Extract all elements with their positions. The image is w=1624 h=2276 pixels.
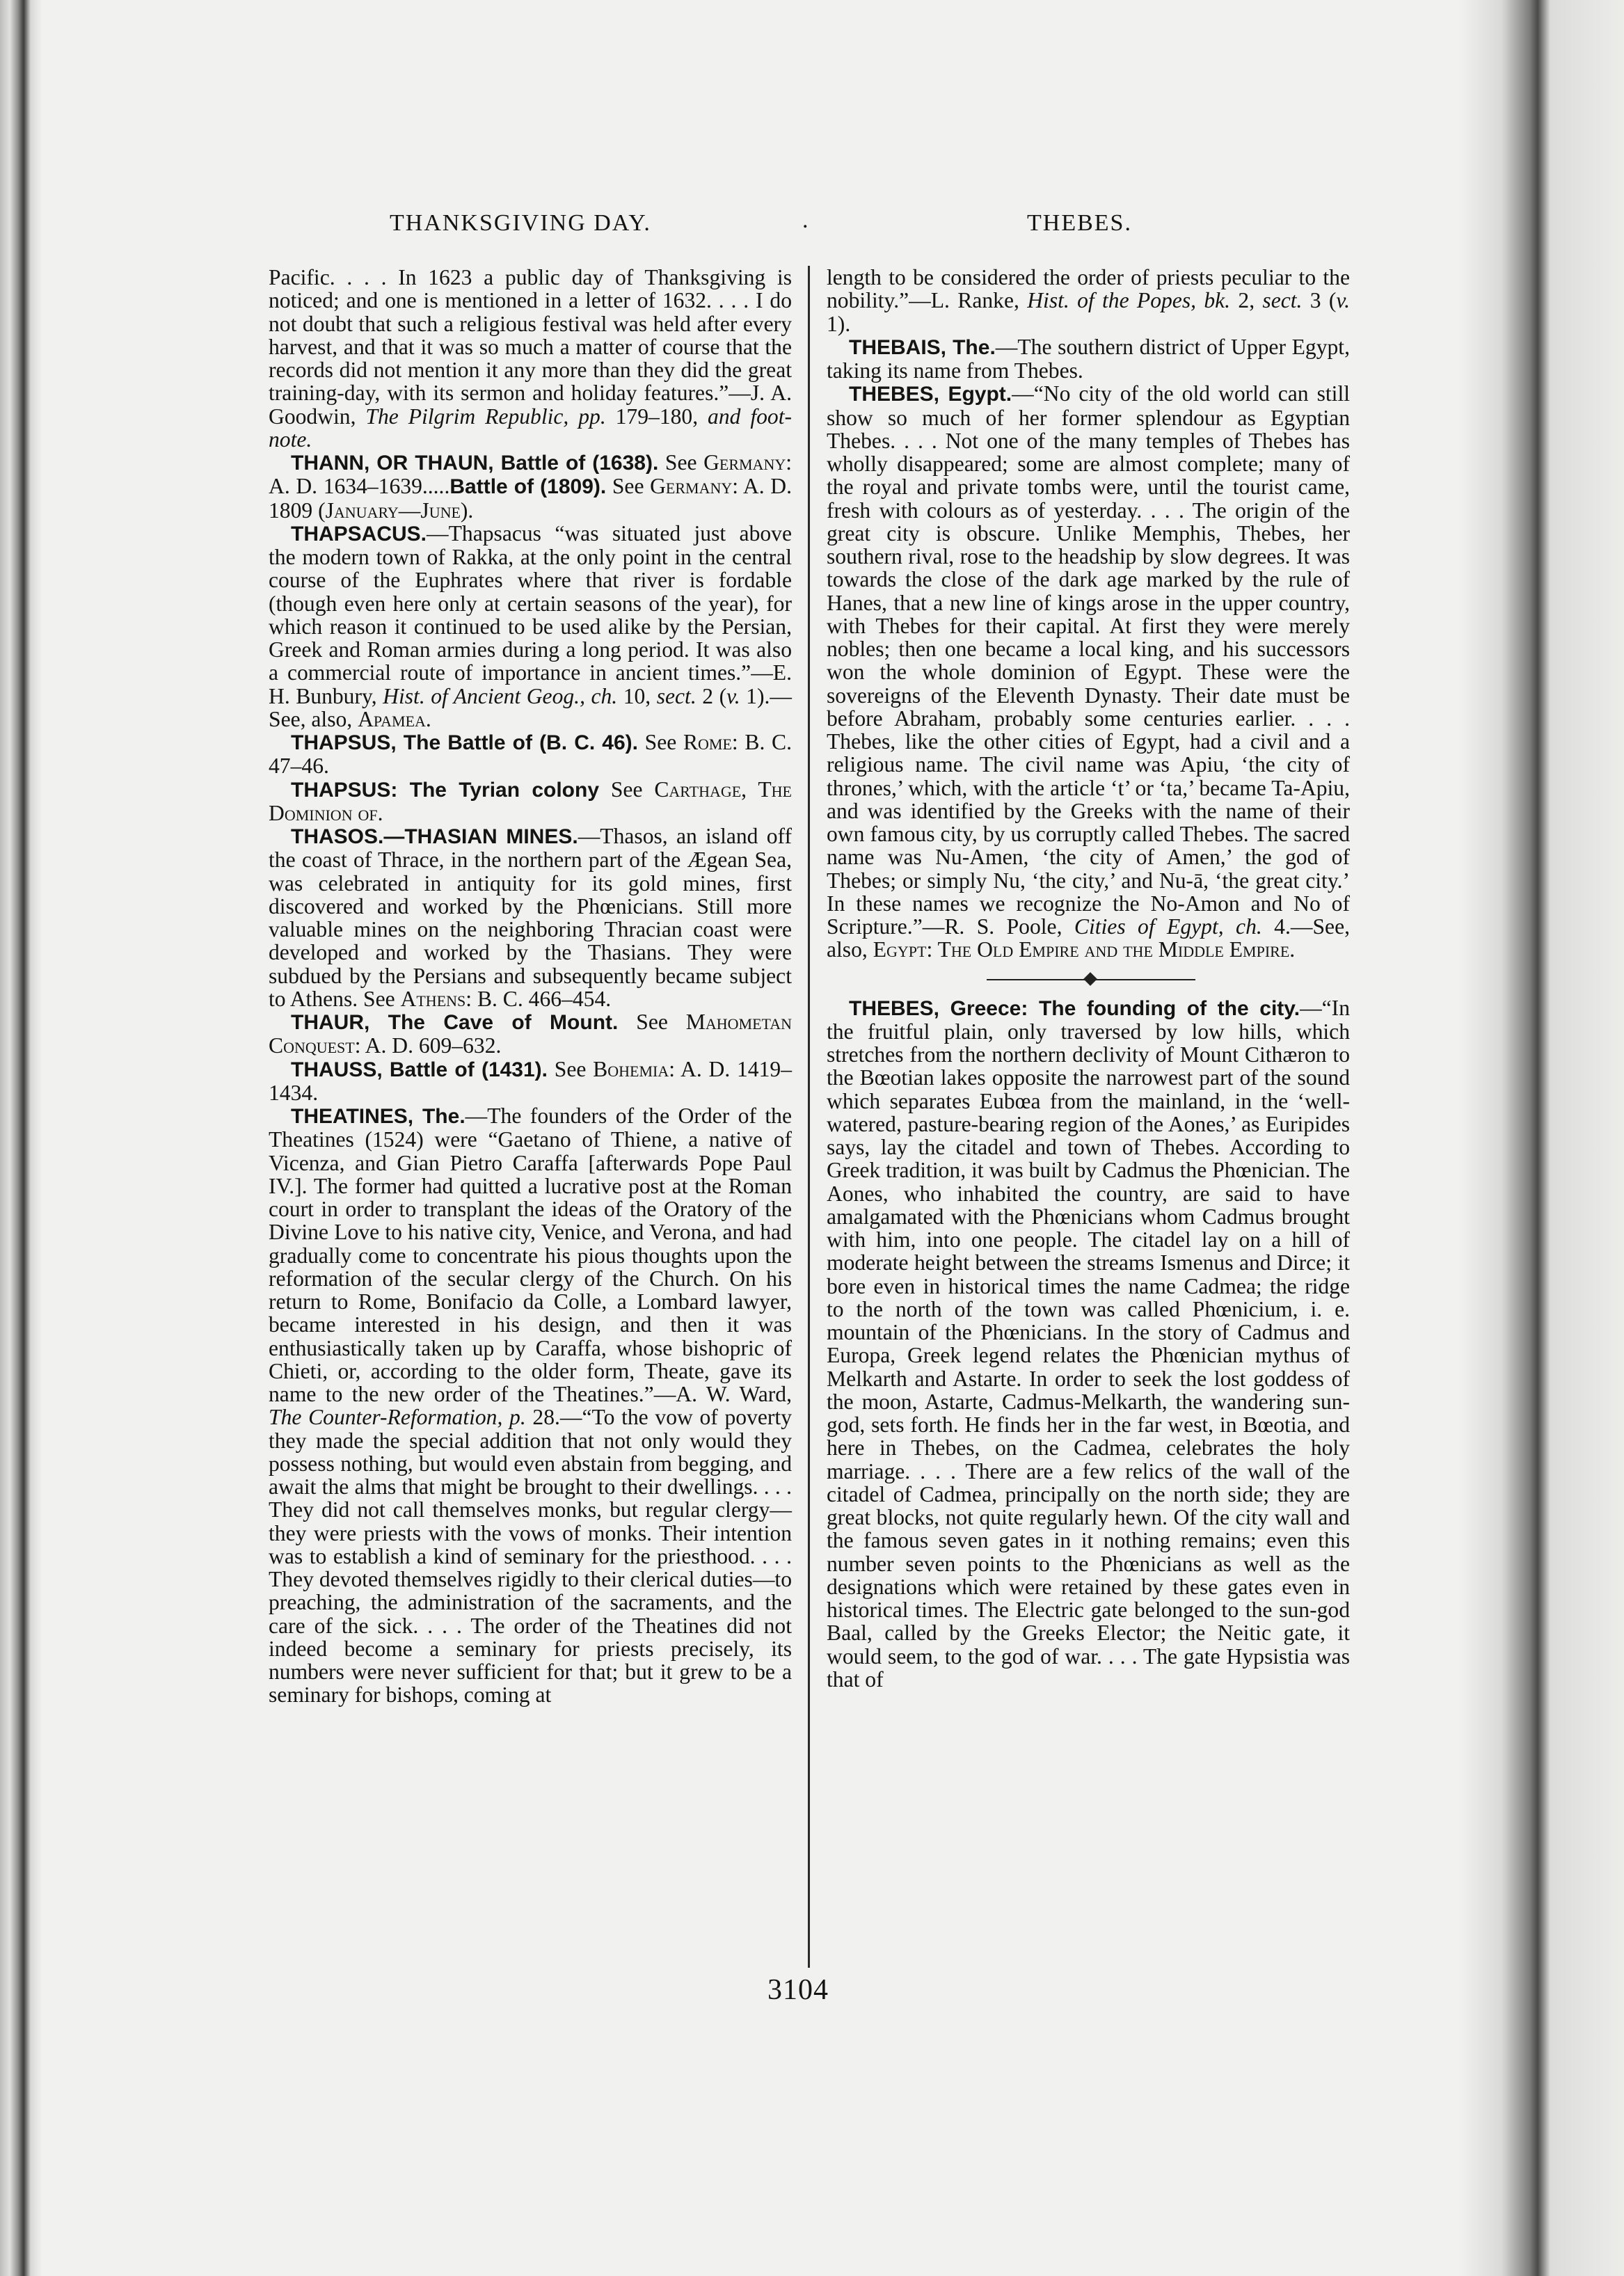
headword: Battle of (1809). bbox=[449, 475, 607, 499]
headword: THAUSS, Battle of (1431). bbox=[291, 1058, 548, 1081]
headword: THANN, OR THAUN, Battle of (1638). bbox=[291, 452, 659, 475]
cross-reference: January—June bbox=[325, 498, 461, 523]
running-head-left: THANKSGIVING DAY. bbox=[390, 210, 651, 236]
running-head-right: THEBES. bbox=[1027, 210, 1132, 236]
entry-thaur: THAUR, The Cave of Mount. See Mahometan Conquest: A. D. 609–632. bbox=[269, 1010, 792, 1058]
headword: THAPSACUS. bbox=[291, 522, 427, 546]
entry-thapsus-colony: THAPSUS: The Tyrian colony See Carthage, The Dominion of. bbox=[269, 777, 792, 825]
headword: THASOS.—THASIAN MINES. bbox=[291, 825, 578, 848]
scan-edge-left bbox=[0, 0, 42, 2276]
cross-reference: Bohemia bbox=[593, 1056, 669, 1081]
page-number: 3104 bbox=[767, 1974, 829, 2006]
headword: THAPSUS: The Tyrian colony bbox=[291, 778, 600, 802]
entry-thapsacus: THAPSACUS.—Thapsacus “was situated just above the modern town of Rakka, at the only point in the central course of the Euphrates where that river is fordable (though even here only at certain seasons of the year), for which reason it continued to be used alike by the Persian, Greek and Roman armies during a long period. It was also a commercial route of importance in ancient times.”—E. H. Bunbury, Hist. of Ancient Geog., ch. 10, sect. 2 (v. 1).—See, also, Apamea. bbox=[269, 520, 792, 731]
entry-theatines: THEATINES, The.—The founders of the Order of the Theatines (1524) were “Gaetano of Thiene, a native of Vicenza, and Gian Pietro Caraffa [afterwards Pope Paul IV.]. The former had quitted a lucrative post at the Roman court in order to transplant the ideas of the Oratory of the Divine Love to his native city, Venice, and Verona, and had gradually come to concentrate his pious thoughts upon the reformation of the secular clergy of the Church. On his return to Rome, Bonifacio da Colle, a Lombard lawyer, became interested in his design, and then it was enthusiastically taken up by Caraffa, whose bishopric of Chieti, or, according to the older form, Theate, gave its name to the new order of the Theatines.”—A. W. Ward, The Counter-Reformation, p. 28.—“To the vow of poverty they made the special addition that not only would they possess nothing, but would even abstain from begging, and await the alms that might be brought to their dwellings. . . . They did not call themselves monks, but regular clergy—they were priests with the vows of monks. Their intention was to establish a kind of seminary for the priesthood. . . . They devoted themselves rigidly to their clerical duties—to preaching, the administration of the sacraments, and the care of the sick. . . . The order of the Theatines did not indeed become a seminary for priests precisely, its numbers were never sufficient for that; but it grew to be a seminary for bishops, coming at bbox=[269, 1104, 792, 1708]
cross-reference: Athens bbox=[400, 986, 466, 1011]
diamond-ornament-icon bbox=[1083, 972, 1097, 986]
entry-thanksgiving-continuation: Pacific. . . . In 1623 a public day of Thanksgiving is noticed; and one is mentioned in a letter of 1632. . . . I do not doubt that such a religious festival was held after every harvest, and that it was so much a matter of course that the records did not mention it any more than they did the great training-day, with its sermon and holiday features.”—J. A. Goodwin, The Pilgrim Republic, pp. 179–180, and foot-note. bbox=[269, 265, 792, 452]
headword: THAUR, The Cave of Mount. bbox=[291, 1011, 619, 1034]
section-separator bbox=[827, 970, 1350, 989]
headword: THEATINES, The. bbox=[291, 1105, 465, 1128]
entry-thapsus-battle: THAPSUS, The Battle of (B. C. 46). See Rome: B. C. 47–46. bbox=[269, 730, 792, 779]
cross-reference: Mahometan Conquest bbox=[269, 1010, 792, 1058]
entry-thebais: THEBAIS, The.—The southern district of Upper Egypt, taking its name from Thebes. bbox=[827, 334, 1350, 383]
cross-reference: Apamea bbox=[358, 706, 426, 731]
left-column bbox=[269, 266, 792, 1707]
column-rule bbox=[808, 266, 810, 1968]
cross-reference: Egypt: The Old Empire and the Middle Empire bbox=[873, 937, 1290, 962]
headword: THEBES, Greece: The founding of the city. bbox=[849, 996, 1300, 1020]
cross-reference: Rome bbox=[683, 730, 732, 754]
headword: THEBAIS, The. bbox=[849, 335, 996, 359]
entry-thauss: THAUSS, Battle of (1431). See Bohemia: A. D. 1419–1434. bbox=[269, 1056, 792, 1105]
entry-thebes-greece: THEBES, Greece: The founding of the city.—“In the fruitful plain, only traversed by low hills, which stretches from the northern declivity of Mount Cithæron to the Bœotian lakes opposite the narrowest part of the sound which separates Eubœa from the mainland, in the ‘well-watered, pasture-bearing region of the Aones,’ as Euripides says, lay the citadel and town of Thebes. According to Greek tradition, it was built by Cadmus the Phœnician. The Aones, who inhabited the country, are said to have amalgamated with the Phœnicians whom Cadmus brought with him, into one people. The citadel lay on a hill of moderate height between the streams Ismenus and Dirce; it bore even in historical times the name Cadmea; the ridge to the north of the town was called Phœnicium, i. e. mountain of the Phœnicians. In the story of Cadmus and Europa, Greek legend relates the Phœnician mythus of Melkarth and Astarte. In order to seek the lost goddess of the moon, Astarte, Cadmus-Melkarth, the wandering sun-god, sets forth. He finds her in the far west, in Bœotia, and here in Thebes, on the Cadmea, celebrates the holy marriage. . . . There are a few relics of the wall of the citadel of Cadmea, principally on the north side; they are great blocks, not quite regularly hewn. Of the city wall and the famous seven gates in it nothing remains; even this number seven points to the Phœnicians as well as the designations which were retained by these gates even in historical times. The Electric gate belonged to the sun-god Baal, called by the Greeks Elector; the Neitic gate, it would seem, to the god of war. . . . The gate Hypsistia was that of bbox=[827, 995, 1350, 1692]
cross-reference: Carthage, The Dominion of bbox=[269, 777, 792, 825]
entry-theatines-continuation: length to be considered the order of priests peculiar to the nobility.”—L. Ranke, Hist. of the Popes, bk. 2, sect. 3 (v. 1). bbox=[827, 265, 1350, 336]
right-column bbox=[827, 266, 1350, 1691]
entry-thebes-egypt: THEBES, Egypt.—“No city of the old world can still show so much of her former splendour as Egyptian Thebes. . . . Not one of the many temples of Thebes has wholly disappeared; some are almost complete; many of the royal and private tombs were, until the tourist came, fresh with colours as of yesterday. . . . The origin of the great city is obscure. Unlike Memphis, Thebes, her southern rival, rose to the headship by slow degrees. It was towards the close of the dark age marked by the rule of Hanes, that a new line of kings arose in the upper country, with Thebes for their capital. At first they were merely nobles; then one became a local king, and his successors won the whole dominion of Egypt. These were the sovereigns of the Eleventh Dynasty. Their date must be before Abraham, probably some centuries earlier. . . . Thebes, like the other cities of Egypt, had a civil and a religious name. The civil name was Apiu, ‘the city of thrones,’ which, with the article ‘t’ or ‘ta,’ became Ta-Apiu, and was identified by the Greeks with the name of their own famous city, by us corruptly called Thebes. The sacred name was Nu-Amen, ‘the city of Amen,’ the god of Thebes; or simply Nu, ‘the city,’ and Nu-ā, ‘the great city.’ In these names we recognize the No-Amon and No of Scripture.”—R. S. Poole, Cities of Egypt, ch. 4.—See, also, Egypt: The Old Empire and the Middle Empire. bbox=[827, 381, 1351, 962]
running-head-dot: . bbox=[802, 207, 809, 233]
headword: THAPSUS, The Battle of (B. C. 46). bbox=[291, 731, 638, 754]
cross-reference: Germany bbox=[703, 450, 786, 475]
cross-reference: Germany bbox=[650, 474, 733, 499]
scan-edge-right bbox=[1460, 0, 1624, 2276]
entry-thasos: THASOS.—THASIAN MINES.—Thasos, an island off the coast of Thrace, in the northern part of the Ægean Sea, was celebrated in antiquity for its gold mines, first discovered and worked by the Phœnicians. Still more valuable mines on the neighboring Thracian coast were developed and worked by the Thasians. They were subdued by the Persians and subsequently became subject to Athens. See Athens: B. C. 466–454. bbox=[269, 824, 792, 1011]
headword: THEBES, Egypt. bbox=[849, 383, 1012, 406]
entry-thann: THANN, OR THAUN, Battle of (1638). See Germany: A. D. 1634–1639.....Battle of (1809). See Germany: A. D. 1809 (January—June). bbox=[269, 450, 792, 523]
